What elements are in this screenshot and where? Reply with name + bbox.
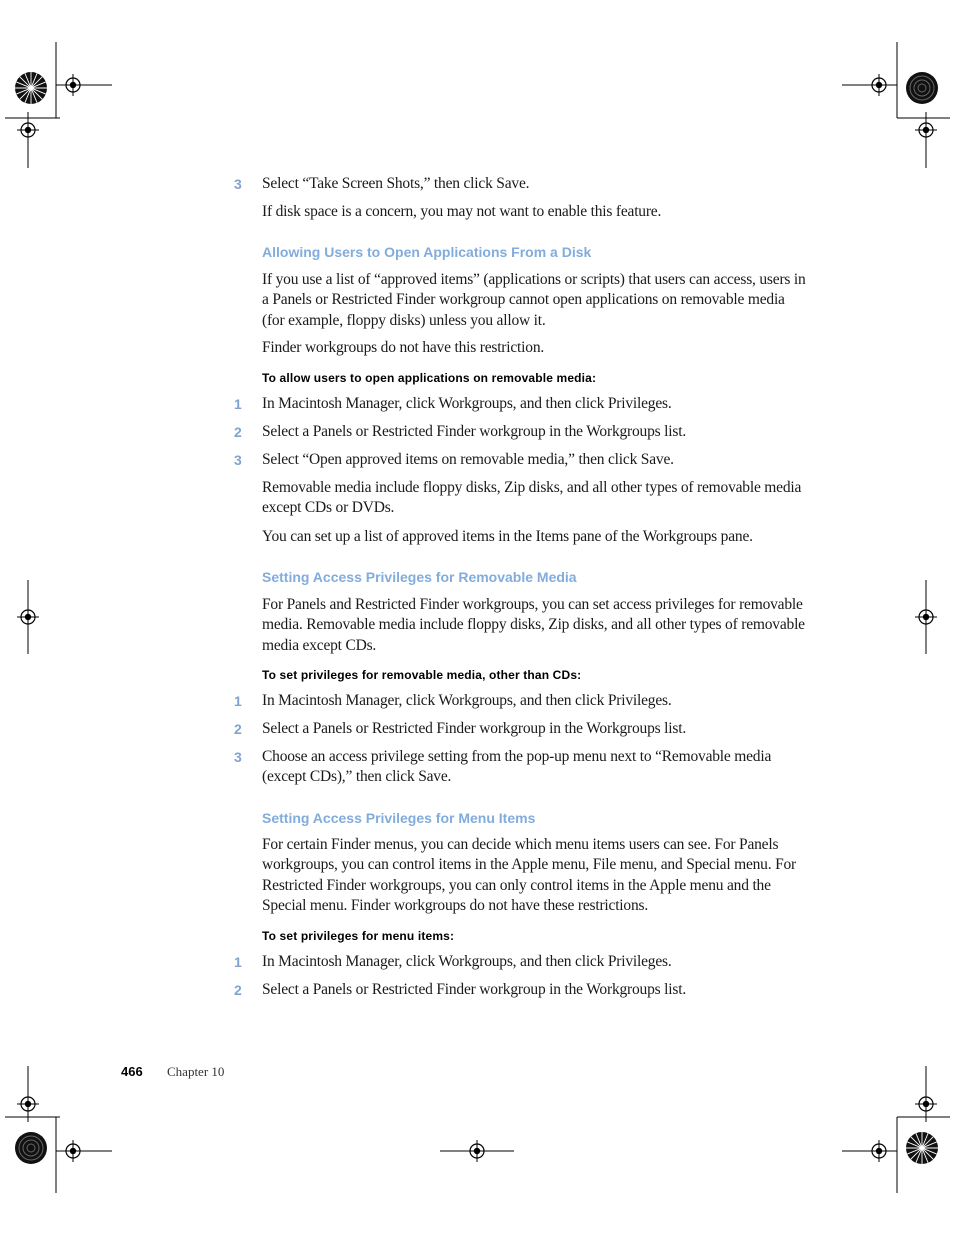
step-text: Select “Open approved items on removable media,” then click Save.	[262, 451, 674, 468]
procedure-title: To allow users to open applications on removable media:	[262, 371, 597, 385]
target-mark	[15, 1132, 47, 1164]
paragraph: For Panels and Restricted Finder workgroups, you can set access privileges for removable media. Removable media include floppy disks, Zip disks, and all other types of removable media except CDs.	[262, 596, 805, 654]
section-heading: Allowing Users to Open Applications From a Disk	[262, 244, 592, 260]
step-text: Select “Take Screen Shots,” then click Save.	[262, 175, 530, 192]
step-number: 2	[234, 424, 242, 440]
section-heading: Setting Access Privileges for Menu Items	[262, 810, 536, 826]
paragraph: For certain Finder menus, you can decide which menu items users can see. For Panels workgroups, you can control items in the Apple menu, File menu, and Special menu. For Restricted Finder workgroups, you can only control items in the Apple menu and the Special menu. Finder workgroups do not have these restrictions.	[262, 836, 797, 915]
paragraph: Finder workgroups do not have this restriction.	[262, 339, 545, 356]
paragraph: If disk space is a concern, you may not want to enable this feature.	[262, 203, 662, 220]
target-mark	[906, 72, 938, 104]
step-text: Choose an access privilege setting from the pop-up menu next to “Removable media (except CDs),” then click Save.	[262, 748, 772, 786]
step-text: In Macintosh Manager, click Workgroups, and then click Privileges.	[262, 692, 672, 709]
step-text: Select a Panels or Restricted Finder workgroup in the Workgroups list.	[262, 423, 686, 440]
step-text: In Macintosh Manager, click Workgroups, and then click Privileges.	[262, 953, 672, 970]
step-number: 1	[234, 396, 242, 412]
starburst-mark	[906, 1132, 938, 1164]
section-heading: Setting Access Privileges for Removable Media	[262, 569, 577, 585]
paragraph: Removable media include floppy disks, Zip disks, and all other types of removable media except CDs or DVDs.	[262, 479, 802, 517]
page-number: 466	[121, 1064, 143, 1079]
paragraph: You can set up a list of approved items in the Items pane of the Workgroups pane.	[262, 528, 753, 545]
step-number: 1	[234, 693, 242, 709]
step-number: 3	[234, 749, 242, 765]
step-text: Select a Panels or Restricted Finder workgroup in the Workgroups list.	[262, 720, 686, 737]
step-number: 3	[234, 452, 242, 468]
step-number: 1	[234, 954, 242, 970]
step-number: 2	[234, 721, 242, 737]
procedure-title: To set privileges for removable media, other than CDs:	[262, 668, 582, 682]
paragraph: If you use a list of “approved items” (applications or scripts) that users can access, users in a Panels or Restricted Finder workgroup cannot open applications on removable media (for example, floppy disks) unless you allow it.	[262, 271, 806, 329]
step-number: 2	[234, 982, 242, 998]
step-text: Select a Panels or Restricted Finder workgroup in the Workgroups list.	[262, 981, 686, 998]
starburst-mark	[15, 72, 47, 104]
step-text: In Macintosh Manager, click Workgroups, and then click Privileges.	[262, 395, 672, 412]
step-number: 3	[234, 176, 242, 192]
procedure-title: To set privileges for menu items:	[262, 929, 455, 943]
chapter-label: Chapter 10	[167, 1064, 225, 1079]
